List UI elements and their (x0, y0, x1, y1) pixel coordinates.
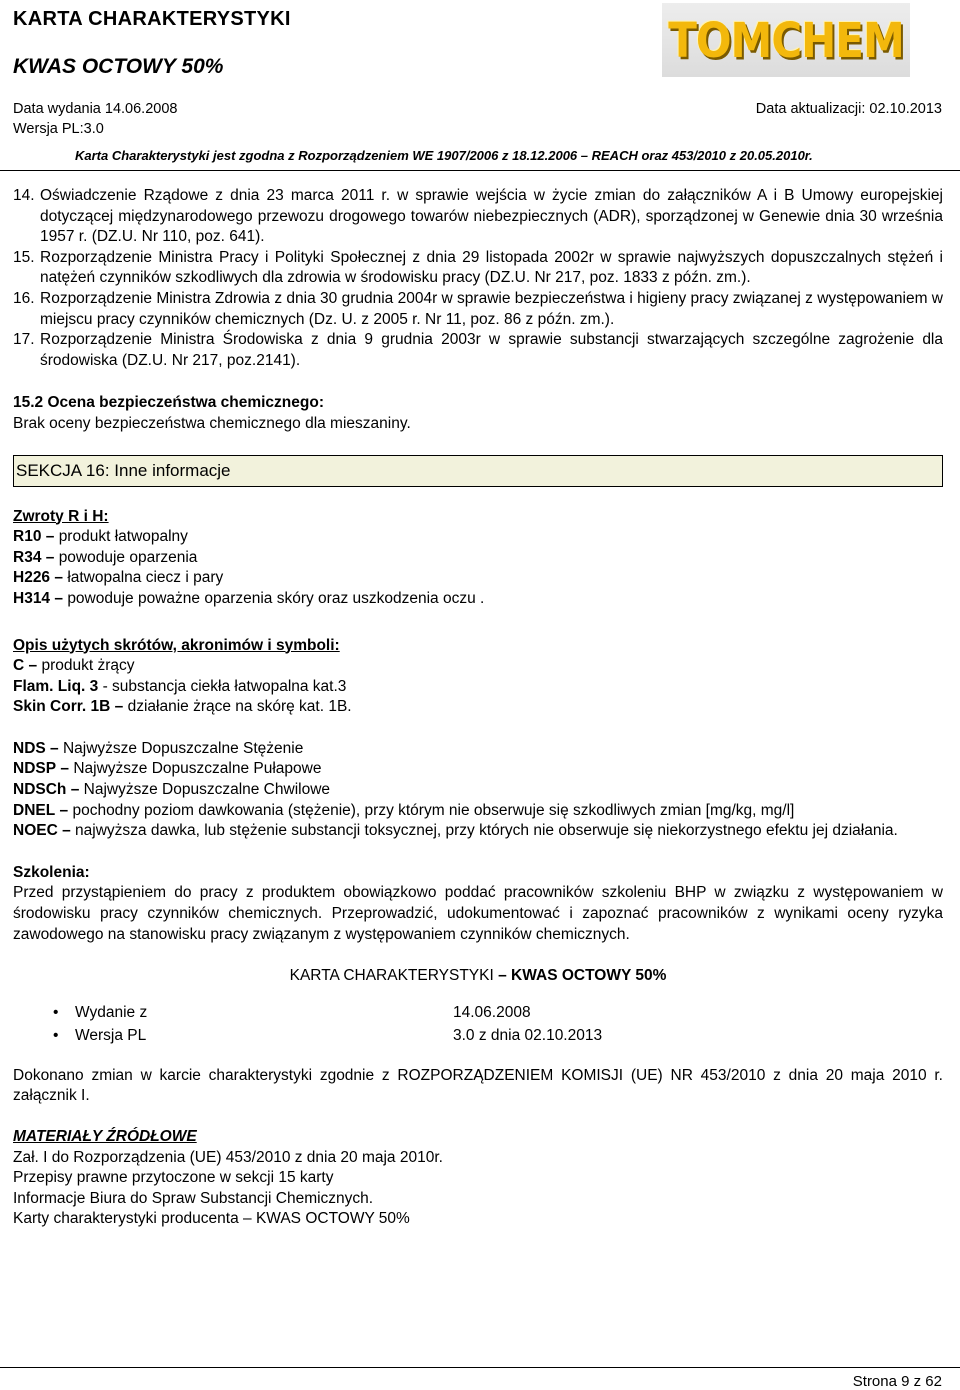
phrases-block (13, 507, 943, 610)
sources-heading: MATERIAŁY ŹRÓDŁOWE (13, 1128, 197, 1145)
phrase-item: H226 – łatwopalna ciecz i pary (13, 569, 224, 587)
conformity-note: Karta Charakterystyki jest zgodna z Rozporządzeniem WE 1907/2006 z 18.12.2006 – REACH oraz 453/2010 z 20.05.2010r. (75, 148, 813, 163)
source-item: Karty charakterystyki producenta – KWAS OCTOWY 50% (13, 1210, 410, 1228)
csa-text: Brak oceny bezpieczeństwa chemicznego dla mieszaniny. (13, 414, 411, 432)
regulation-item: 15. Rozporządzenie Ministra Pracy i Polityki Społecznej z dnia 29 listopada 2002r w sprawie najwyższych dopuszczalnych stężeń i natężeń czynników szkodliwych dla zdrowia w środowisku pracy (DZ.U. Nr 217, poz. 1833 z późn. zm.). (13, 248, 943, 287)
regulation-item: 16. Rozporządzenie Ministra Zdrowia z dnia 30 grudnia 2004r w sprawie bezpieczeństwa i higieny pracy związanej z występowaniem w miejscu pracy czynników chemicznych (Dz. U. z 2005 r. Nr 11, poz. 86 z późn. zm.). (13, 289, 943, 328)
regulation-item: 14. Oświadczenie Rządowe z dnia 23 marca 2011 r. w sprawie wejścia w życie zmian do załączników A i B Umowy europejskiej dotyczącej międzynarodowego przewozu drogowego towarów niebezpiecznych (ADR), sporządzonej w Genewie dnia 30 września 1957 r. (DZ.U. Nr 110, poz. 641). (13, 187, 943, 246)
acronym-item: NDSCh – Najwyższe Dopuszczalne Chwilowe (13, 781, 331, 799)
version: Wersja PL:3.0 (13, 121, 104, 137)
training-heading: Szkolenia: (13, 863, 90, 881)
source-item: Przepisy prawne przytoczone w sekcji 15 karty (13, 1169, 334, 1187)
product-name: KWAS OCTOWY 50% (13, 55, 224, 78)
abbreviations-heading: Opis użytych skrótów, akronimów i symboli: (13, 636, 340, 654)
document-title: KARTA CHARAKTERYSTYKI (13, 8, 291, 30)
abbreviations-block (13, 636, 943, 718)
chemical-safety-assessment (13, 393, 943, 434)
summary-title: KARTA CHARAKTERYSTYKI – KWAS OCTOWY 50% (289, 967, 667, 985)
abbrev-item: C – produkt żrący (13, 657, 135, 675)
summary-list (13, 1001, 943, 1047)
phrase-item: R10 – produkt łatwopalny (13, 528, 188, 546)
acronym-item: NDS – Najwyższe Dopuszczalne Stężenie (13, 739, 304, 757)
phrases-heading: Zwroty R i H: (13, 507, 109, 525)
update-date: Data aktualizacji: 02.10.2013 (755, 101, 942, 117)
abbrev-item: Skin Corr. 1B – działanie żrące na skórę kat. 1B. (13, 698, 352, 716)
source-item: Zał. I do Rozporządzenia (UE) 453/2010 z dnia 20 maja 2010r. (13, 1148, 443, 1166)
changes-note: Dokonano zmian w karcie charakterystyki zgodnie z ROZPORZĄDZENIEM KOMISJI (UE) NR 453/2010 z dnia 20 maja 2010 r. załącznik I. (13, 1066, 943, 1105)
phrase-item: R34 – powoduje oparzenia (13, 548, 198, 566)
source-item: Informacje Biura do Spraw Substancji Chemicznych. (13, 1189, 374, 1207)
csa-heading: 15.2 Ocena bezpieczeństwa chemicznego: (13, 394, 324, 412)
acronym-item: NDSP – Najwyższe Dopuszczalne Pułapowe (13, 760, 322, 778)
bullet-icon: • (53, 1026, 59, 1044)
page-number: Strona 9 z 62 (852, 1373, 942, 1390)
footer-divider (0, 1367, 960, 1368)
acronym-item: DNEL – pochodny poziom dawkowania (stężenie), przy którym nie obserwuje się szkodliwych zmian [mg/kg, mg/l] (13, 801, 795, 819)
header-divider (0, 170, 960, 171)
page-content (13, 186, 943, 1230)
regulations-list (13, 186, 943, 371)
issue-date: Data wydania 14.06.2008 (13, 101, 178, 117)
bullet-icon: • (53, 1003, 59, 1021)
acronyms-block (13, 739, 943, 842)
summary-row: • Wersja PL 3.0 z dnia 02.10.2013 (13, 1024, 943, 1047)
acronym-item: NOEC – najwyższa dawka, lub stężenie substancji toksycznej, przy których nie obserwuje się niekorzystnego efektu jej działania. (13, 822, 898, 840)
training-text: Przed przystąpieniem do pracy z produktem obowiązkowo poddać pracowników szkoleniu BHP w związku z występowaniem w środowisku pracy czynników chemicznych. Przeprowadzić, udokumentować i zapoznać pracowników z wynikami oceny ryzyka zawodowego na stanowisku pracy związanym z występowaniem czynników chemicznych. (13, 884, 943, 943)
regulation-item: 17. Rozporządzenie Ministra Środowiska z dnia 9 grudnia 2003r w sprawie substancji stwarzających szczególne zagrożenie dla środowiska (DZ.U. Nr 217, poz.2141). (13, 331, 943, 369)
sources-block (13, 1127, 943, 1230)
abbrev-item: Flam. Liq. 3 - substancja ciekła łatwopalna kat.3 (13, 677, 347, 695)
summary-row: • Wydanie z 14.06.2008 (13, 1001, 943, 1024)
training-block (13, 863, 943, 945)
section-16-title: SEKCJA 16: Inne informacje (13, 455, 943, 487)
tomchem-logo: TOMCHEM (662, 3, 910, 77)
phrase-item: H314 – powoduje poważne oparzenia skóry oraz uszkodzenia oczu . (13, 589, 485, 607)
